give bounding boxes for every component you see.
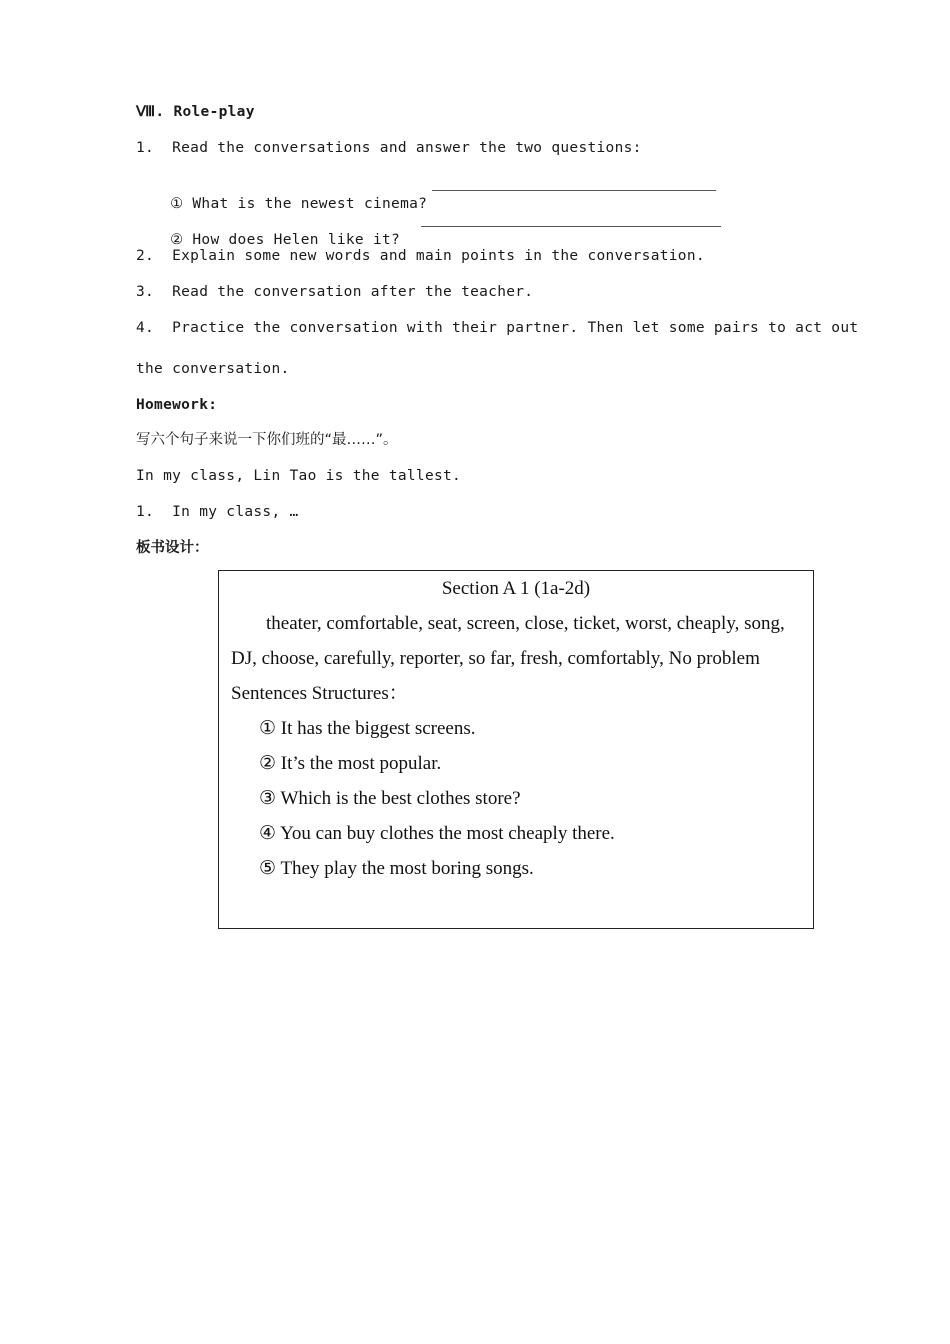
homework-item-1: 1. In my class, …: [136, 504, 299, 520]
question-2-answer-blank[interactable]: [421, 212, 721, 227]
board-structures-label: Sentences Structures：: [231, 683, 408, 704]
board-sentence-2: ② It’s the most popular.: [259, 753, 442, 774]
question-2-text: ② How does Helen like it?: [170, 232, 401, 248]
board-title: Section A 1 (1a-2d): [441, 578, 591, 599]
question-2: [152, 210, 400, 250]
board-vocab-line-2: DJ, choose, carefully, reporter, so far, fresh, comfortably, No problem: [231, 648, 760, 669]
board-sentence-4: ④ You can buy clothes the most cheaply there.: [259, 823, 615, 844]
homework-instruction: 写六个句子来说一下你们班的“最……”。: [136, 432, 398, 448]
roleplay-step-3: 3. Read the conversation after the teacher.: [136, 284, 534, 300]
board-sentence-1: ① It has the biggest screens.: [259, 718, 476, 739]
roleplay-heading: Ⅷ. Role-play: [136, 104, 255, 120]
board-design-box: [218, 570, 814, 929]
board-sentence-5: ⑤ They play the most boring songs.: [259, 858, 534, 879]
board-vocab-line-1: theater, comfortable, seat, screen, close, ticket, worst, cheaply, song,: [266, 613, 785, 634]
roleplay-step-4-line-1: 4. Practice the conversation with their partner. Then let some pairs to act out: [136, 320, 859, 336]
board-design-heading: 板书设计：: [136, 540, 209, 556]
homework-heading: Homework:: [136, 397, 218, 413]
homework-example: In my class, Lin Tao is the tallest.: [136, 468, 462, 484]
question-1-text: ① What is the newest cinema?: [170, 196, 428, 212]
question-1-answer-blank[interactable]: [432, 176, 716, 191]
roleplay-step-1: 1. Read the conversations and answer the two questions:: [136, 140, 642, 156]
roleplay-step-4-line-2: the conversation.: [136, 361, 290, 377]
question-1: [152, 174, 427, 214]
board-sentence-3: ③ Which is the best clothes store?: [259, 788, 521, 809]
roleplay-step-2: 2. Explain some new words and main points in the conversation.: [136, 248, 705, 264]
